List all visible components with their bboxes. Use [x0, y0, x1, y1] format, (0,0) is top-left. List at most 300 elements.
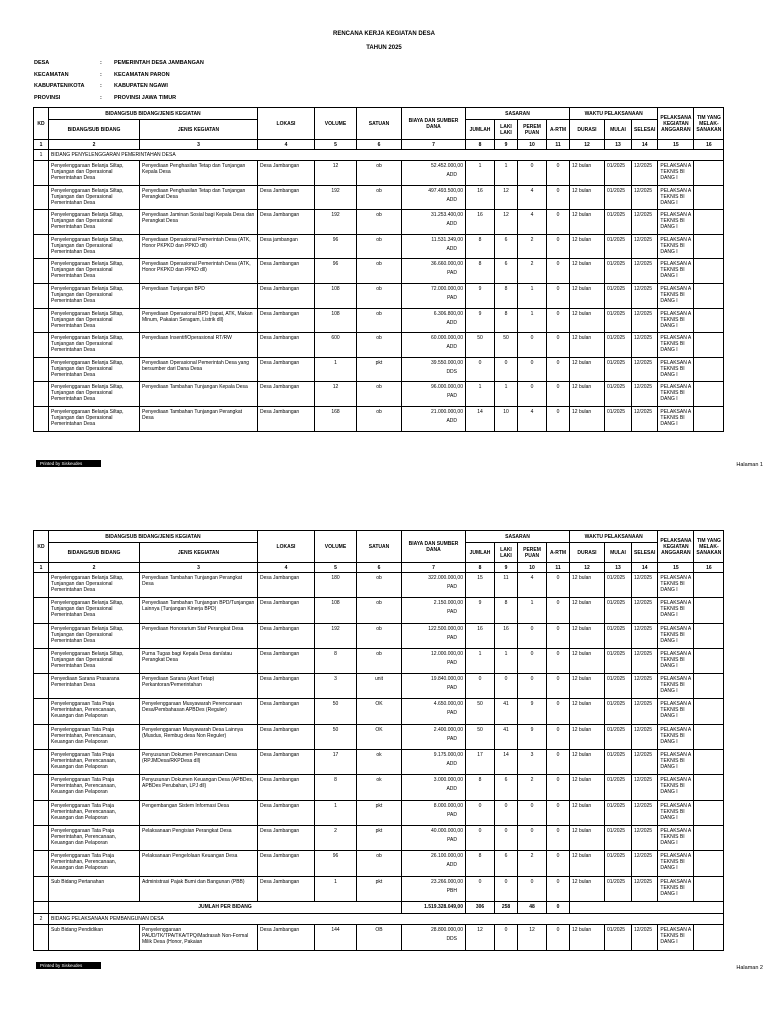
- artm-cell: 0: [547, 161, 570, 186]
- jenis-kegiatan-cell: Penyediaan Tambahan Tunjangan Perangkat Desa: [140, 406, 258, 431]
- artm-cell: 0: [547, 800, 570, 825]
- column-number: 7: [402, 563, 466, 573]
- column-number: 4: [258, 563, 315, 573]
- biaya-amount: 52.452.000,00: [431, 163, 463, 169]
- sub-bidang-cell: Penyelenggaraan Belanja Siltap, Tunjangan dan Operasional Pemerintahan Desa: [49, 210, 140, 235]
- biaya-amount: 322.000.000,00: [428, 575, 463, 581]
- printed-by-badge-2: Printed by Siskeudes: [36, 962, 101, 969]
- perempuan-cell: 4: [518, 406, 547, 431]
- selesai-cell: 12/2025: [632, 283, 658, 308]
- artm-cell: 0: [547, 382, 570, 407]
- durasi-cell: 12 bulan: [570, 234, 605, 259]
- perempuan-cell: 0: [518, 800, 547, 825]
- bidang-name: BIDANG PENYELENGGARAN PEMERINTAHAN DESA: [49, 150, 724, 161]
- pelaksana-cell: PELAKSAN A TEKNIS BI DANG I: [658, 851, 694, 876]
- tim-cell: [694, 406, 724, 431]
- selesai-cell: 12/2025: [632, 573, 658, 598]
- artm-cell: 0: [547, 210, 570, 235]
- laki-cell: 1: [495, 382, 518, 407]
- perempuan-cell: 0: [518, 648, 547, 673]
- selesai-cell: 12/2025: [632, 750, 658, 775]
- biaya-cell: [402, 573, 466, 598]
- biaya-amount: 3.000.000,00: [433, 777, 463, 784]
- jenis-kegiatan-cell: Penyediaan Penghasilan Tetap dan Tunjangan Perangkat Desa: [140, 185, 258, 210]
- satuan-cell: ob: [357, 259, 402, 284]
- mulai-cell: 01/2025: [605, 851, 632, 876]
- biaya-amount: 39.550.000,00: [431, 359, 463, 366]
- header-volume: VOLUME: [315, 108, 357, 140]
- bidang-kd: 2: [34, 913, 49, 924]
- header-jenis: JENIS KEGIATAN: [140, 120, 258, 140]
- selesai-cell: 12/2025: [632, 648, 658, 673]
- sumber-dana: ADD: [446, 344, 457, 351]
- laki-cell: 8: [495, 308, 518, 333]
- sumber-dana: ADD: [446, 196, 457, 203]
- sumber-dana: ADD: [446, 862, 457, 869]
- lokasi-cell: Desa Jambangan: [258, 699, 315, 724]
- artm-cell: 0: [547, 598, 570, 623]
- laki-cell: 1: [495, 161, 518, 186]
- mulai-cell: 01/2025: [605, 308, 632, 333]
- bidang-row: [34, 150, 724, 161]
- header-waktu: WAKTU PELAKSANAAN: [570, 531, 658, 543]
- lokasi-cell: Desa Jambangan: [258, 825, 315, 850]
- table-row: [34, 924, 724, 950]
- volume-cell: 192: [315, 210, 357, 235]
- durasi-cell: 12 bulan: [570, 699, 605, 724]
- jumlah-cell: 16: [466, 210, 495, 235]
- satuan-cell: ob: [357, 210, 402, 235]
- table-row: [34, 825, 724, 850]
- satuan-cell: ob: [357, 598, 402, 623]
- pelaksana-cell: PELAKSAN A TEKNIS BI DANG I: [658, 674, 694, 699]
- laki-cell: 0: [495, 674, 518, 699]
- mulai-cell: 01/2025: [605, 724, 632, 749]
- mulai-cell: 01/2025: [605, 573, 632, 598]
- artm-cell: 0: [547, 357, 570, 382]
- sub-bidang-cell: Penyelenggaraan Tata Praja Pemerintahan, Perencanaan, Keuangan dan Pelaporan: [49, 775, 140, 800]
- tim-cell: [694, 357, 724, 382]
- perempuan-cell: 2: [518, 775, 547, 800]
- lokasi-cell: Desa Jambangan: [258, 573, 315, 598]
- header-sub-bidang: BIDANG/SUB BIDANG: [49, 120, 140, 140]
- lokasi-cell: Desa Jambangan: [258, 406, 315, 431]
- durasi-cell: 12 bulan: [570, 825, 605, 850]
- satuan-cell: OK: [357, 724, 402, 749]
- total-laki: 258: [495, 901, 518, 913]
- mulai-cell: 01/2025: [605, 210, 632, 235]
- lokasi-cell: Desa Jambangan: [258, 210, 315, 235]
- table-row: [34, 308, 724, 333]
- volume-cell: 144: [315, 924, 357, 950]
- lokasi-cell: Desa Jambangan: [258, 775, 315, 800]
- column-number: 10: [518, 140, 547, 150]
- tim-cell: [694, 724, 724, 749]
- biaya-cell: [402, 800, 466, 825]
- jenis-kegiatan-cell: Penyediaan Tambahan Tunjangan BPD/Tunjangan Lainnya (Tunjangan Kinerja BPD): [140, 598, 258, 623]
- pelaksana-cell: PELAKSAN A TEKNIS BI DANG I: [658, 699, 694, 724]
- laki-cell: 6: [495, 259, 518, 284]
- artm-cell: 0: [547, 283, 570, 308]
- table-row: [34, 234, 724, 259]
- jenis-kegiatan-cell: Penyelenggaraan Musyawarah Perencanaan Desa/Pembahasan APBDes (Reguler): [140, 699, 258, 724]
- jenis-kegiatan-cell: Purna Tugas bagi Kepala Desa dan/atau Perangkat Desa: [140, 648, 258, 673]
- laki-cell: 0: [495, 357, 518, 382]
- lokasi-cell: Desa Jambangan: [258, 750, 315, 775]
- mulai-cell: 01/2025: [605, 648, 632, 673]
- selesai-cell: 12/2025: [632, 598, 658, 623]
- tim-cell: [694, 851, 724, 876]
- table-row: [34, 382, 724, 407]
- pelaksana-cell: PELAKSAN A TEKNIS BI DANG I: [658, 623, 694, 648]
- header-jumlah: JUMLAH: [466, 543, 495, 563]
- sub-bidang-cell: Penyelenggaraan Tata Praja Pemerintahan, Perencanaan, Keuangan dan Pelaporan: [49, 750, 140, 775]
- jumlah-cell: 12: [466, 924, 495, 950]
- sub-bidang-cell: Penyelenggaraan Belanja Siltap, Tunjangan dan Operasional Pemerintahan Desa: [49, 283, 140, 308]
- table-row: [34, 800, 724, 825]
- volume-cell: 192: [315, 185, 357, 210]
- mulai-cell: 01/2025: [605, 623, 632, 648]
- sumber-dana: ADD: [446, 221, 457, 228]
- header-laki: LAKI LAKI: [495, 120, 518, 140]
- lokasi-cell: Desa Jambangan: [258, 674, 315, 699]
- biaya-cell: [402, 210, 466, 235]
- satuan-cell: ok: [357, 750, 402, 775]
- biaya-cell: [402, 406, 466, 431]
- biaya-cell: [402, 924, 466, 950]
- jumlah-cell: 1: [466, 382, 495, 407]
- biaya-cell: [402, 851, 466, 876]
- column-number: 15: [658, 140, 694, 150]
- durasi-cell: 12 bulan: [570, 851, 605, 876]
- mulai-cell: 01/2025: [605, 333, 632, 358]
- selesai-cell: 12/2025: [632, 674, 658, 699]
- jumlah-cell: 9: [466, 283, 495, 308]
- kd-cell: [34, 161, 49, 186]
- header-biaya: BIAYA DAN SUMBER DANA: [402, 108, 466, 140]
- volume-cell: 17: [315, 750, 357, 775]
- artm-cell: 0: [547, 406, 570, 431]
- volume-cell: 1: [315, 357, 357, 382]
- durasi-cell: 12 bulan: [570, 210, 605, 235]
- kd-cell: [34, 259, 49, 284]
- sub-bidang-cell: Penyelenggaraan Belanja Siltap, Tunjangan dan Operasional Pemerintahan Desa: [49, 185, 140, 210]
- artm-cell: 0: [547, 699, 570, 724]
- selesai-cell: 12/2025: [632, 924, 658, 950]
- satuan-cell: unit: [357, 674, 402, 699]
- mulai-cell: 01/2025: [605, 800, 632, 825]
- durasi-cell: 12 bulan: [570, 924, 605, 950]
- pelaksana-cell: PELAKSAN A TEKNIS BI DANG I: [658, 825, 694, 850]
- laki-cell: 8: [495, 598, 518, 623]
- artm-cell: 0: [547, 851, 570, 876]
- column-number: 10: [518, 563, 547, 573]
- column-number: 8: [466, 140, 495, 150]
- table-row: [34, 283, 724, 308]
- document-title: RENCANA KERJA KEGIATAN DESA: [332, 31, 435, 37]
- biaya-cell: [402, 234, 466, 259]
- jenis-kegiatan-cell: Penyediaan Operasional Pemerintah Desa (ATK, Honor PKPKD dan PPKD dll): [140, 234, 258, 259]
- perempuan-cell: 0: [518, 674, 547, 699]
- artm-cell: 0: [547, 185, 570, 210]
- column-number: 9: [495, 563, 518, 573]
- biaya-amount: 31.253.400,00: [431, 212, 463, 219]
- sumber-dana: PBH: [446, 887, 457, 894]
- kd-cell: [34, 573, 49, 598]
- header-artm: A-RTM: [547, 543, 570, 563]
- tim-cell: [694, 234, 724, 259]
- biaya-amount: 6.306.800,00: [433, 310, 463, 317]
- perempuan-cell: 2: [518, 851, 547, 876]
- sub-bidang-cell: Penyelenggaraan Belanja Siltap, Tunjangan dan Operasional Pemerintahan Desa: [49, 406, 140, 431]
- header-waktu: WAKTU PELAKSANAAN: [570, 108, 658, 120]
- lokasi-cell: Desa Jambangan: [258, 800, 315, 825]
- volume-cell: 2: [315, 825, 357, 850]
- table-row: [34, 573, 724, 598]
- biaya-amount: 36.660.000,00: [431, 261, 463, 268]
- column-number: 15: [658, 563, 694, 573]
- jenis-kegiatan-cell: Penyusunan Dokumen Keuangan Desa (APBDes, APBDes Perubahan, LPJ dll): [140, 775, 258, 800]
- durasi-cell: 12 bulan: [570, 598, 605, 623]
- jenis-kegiatan-cell: Penyusunan Dokumen Perencanaan Desa (RPJMDesa/RKPDesa dll): [140, 750, 258, 775]
- header-artm: A-RTM: [547, 120, 570, 140]
- sub-bidang-cell: Sub Bidang Pertanahan: [49, 876, 140, 901]
- bidang-kd: 1: [34, 150, 49, 161]
- sumber-dana: ADD: [446, 245, 457, 252]
- pelaksana-cell: PELAKSAN A TEKNIS BI DANG I: [658, 876, 694, 901]
- header-tim: TIM YANG MELAK-SANAKAN: [694, 531, 724, 563]
- kd-cell: [34, 750, 49, 775]
- table-row: [34, 851, 724, 876]
- table-row: [34, 210, 724, 235]
- lokasi-cell: Desa Jambangan: [258, 382, 315, 407]
- table-row: [34, 623, 724, 648]
- header-mulai: MULAI: [605, 543, 632, 563]
- durasi-cell: 12 bulan: [570, 185, 605, 210]
- tim-cell: [694, 924, 724, 950]
- column-number: 12: [570, 140, 605, 150]
- biaya-amount: 96.000.000,00: [431, 384, 463, 391]
- biaya-amount: 2.150.000,00: [433, 600, 463, 607]
- sumber-dana: ADD: [446, 319, 457, 326]
- sumber-dana: DDS: [446, 935, 457, 942]
- mulai-cell: 01/2025: [605, 259, 632, 284]
- laki-cell: 50: [495, 333, 518, 358]
- laki-cell: 0: [495, 876, 518, 901]
- volume-cell: 12: [315, 161, 357, 186]
- tim-cell: [694, 210, 724, 235]
- laki-cell: 8: [495, 283, 518, 308]
- lokasi-cell: Desa Jambangan: [258, 876, 315, 901]
- table-row: [34, 357, 724, 382]
- sub-bidang-cell: Penyelenggaraan Tata Praja Pemerintahan, Perencanaan, Keuangan dan Pelaporan: [49, 800, 140, 825]
- sumber-dana: ADD: [446, 172, 457, 178]
- volume-cell: 96: [315, 851, 357, 876]
- selesai-cell: 12/2025: [632, 699, 658, 724]
- sub-bidang-cell: Penyelenggaraan Belanja Siltap, Tunjangan dan Operasional Pemerintahan Desa: [49, 382, 140, 407]
- perempuan-cell: 1: [518, 598, 547, 623]
- volume-cell: 1: [315, 800, 357, 825]
- mulai-cell: 01/2025: [605, 185, 632, 210]
- perempuan-cell: 2: [518, 234, 547, 259]
- mulai-cell: 01/2025: [605, 924, 632, 950]
- total-kd: [34, 901, 49, 913]
- artm-cell: 0: [547, 573, 570, 598]
- column-number: 5: [315, 140, 357, 150]
- tim-cell: [694, 283, 724, 308]
- bidang-row: [34, 913, 724, 924]
- laki-cell: 10: [495, 406, 518, 431]
- column-number: 9: [495, 140, 518, 150]
- volume-cell: 8: [315, 648, 357, 673]
- pelaksana-cell: PELAKSAN A TEKNIS BI DANG I: [658, 598, 694, 623]
- info-desa: DESA : PEMERINTAH DESA JAMBANGAN: [34, 60, 204, 66]
- biaya-cell: [402, 775, 466, 800]
- jenis-kegiatan-cell: Penyediaan Operasional Pemerintah Desa (ATK, Honor PKPKD dan PPKD dll): [140, 259, 258, 284]
- jumlah-cell: 17: [466, 750, 495, 775]
- biaya-amount: 26.100.000,00: [431, 853, 463, 860]
- bidang-name: BIDANG PELAKSANAAN PEMBANGUNAN DESA: [49, 913, 724, 924]
- perempuan-cell: 3: [518, 750, 547, 775]
- document-year: TAHUN 2025: [366, 45, 402, 51]
- perempuan-cell: 4: [518, 210, 547, 235]
- artm-cell: 0: [547, 825, 570, 850]
- mulai-cell: 01/2025: [605, 161, 632, 186]
- satuan-cell: ob: [357, 308, 402, 333]
- perempuan-cell: 0: [518, 876, 547, 901]
- tim-cell: [694, 185, 724, 210]
- jenis-kegiatan-cell: Pelaksanaan Pengisian Perangkat Desa: [140, 825, 258, 850]
- column-number: 1: [34, 140, 49, 150]
- jumlah-cell: 9: [466, 598, 495, 623]
- kd-cell: [34, 648, 49, 673]
- lokasi-cell: Desa Jambangan: [258, 598, 315, 623]
- column-number: 11: [547, 140, 570, 150]
- kd-cell: [34, 924, 49, 950]
- satuan-cell: ob: [357, 234, 402, 259]
- kd-cell: [34, 851, 49, 876]
- selesai-cell: 12/2025: [632, 775, 658, 800]
- biaya-cell: [402, 333, 466, 358]
- header-perempuan: PEREM PUAN: [518, 120, 547, 140]
- perempuan-cell: 0: [518, 382, 547, 407]
- laki-cell: 1: [495, 648, 518, 673]
- volume-cell: 108: [315, 308, 357, 333]
- table-row: [34, 750, 724, 775]
- pelaksana-cell: PELAKSAN A TEKNIS BI DANG I: [658, 283, 694, 308]
- tim-cell: [694, 876, 724, 901]
- pelaksana-cell: PELAKSAN A TEKNIS BI DANG I: [658, 234, 694, 259]
- tim-cell: [694, 825, 724, 850]
- column-number: 13: [605, 563, 632, 573]
- satuan-cell: ob: [357, 406, 402, 431]
- jumlah-cell: 50: [466, 333, 495, 358]
- sumber-dana: PAD: [447, 270, 457, 277]
- jenis-kegiatan-cell: Penyediaan Jaminan Sosial bagi Kepala Desa dan Perangkat Desa: [140, 210, 258, 235]
- biaya-cell: [402, 161, 466, 186]
- satuan-cell: pkt: [357, 357, 402, 382]
- selesai-cell: 12/2025: [632, 876, 658, 901]
- kd-cell: [34, 357, 49, 382]
- header-kd: KD: [34, 108, 49, 140]
- tim-cell: [694, 800, 724, 825]
- durasi-cell: 12 bulan: [570, 775, 605, 800]
- selesai-cell: 12/2025: [632, 825, 658, 850]
- biaya-cell: [402, 623, 466, 648]
- kd-cell: [34, 674, 49, 699]
- kd-cell: [34, 598, 49, 623]
- info-provinsi: PROVINSI : PROVINSI JAWA TIMUR: [34, 94, 177, 101]
- perempuan-cell: 1: [518, 308, 547, 333]
- biaya-cell: [402, 724, 466, 749]
- pelaksana-cell: PELAKSAN A TEKNIS BI DANG I: [658, 406, 694, 431]
- biaya-amount: 12.000.000,00: [431, 650, 463, 657]
- table-row: [34, 185, 724, 210]
- lokasi-cell: Desa Jambangan: [258, 357, 315, 382]
- durasi-cell: 12 bulan: [570, 674, 605, 699]
- header-lokasi: LOKASI: [258, 108, 315, 140]
- header-satuan: SATUAN: [357, 108, 402, 140]
- jumlah-cell: 0: [466, 825, 495, 850]
- jumlah-cell: 16: [466, 185, 495, 210]
- tim-cell: [694, 623, 724, 648]
- mulai-cell: 01/2025: [605, 750, 632, 775]
- volume-cell: 8: [315, 775, 357, 800]
- selesai-cell: 12/2025: [632, 724, 658, 749]
- volume-cell: 12: [315, 382, 357, 407]
- tim-cell: [694, 382, 724, 407]
- volume-cell: 96: [315, 259, 357, 284]
- lokasi-cell: Desa Jambangan: [258, 333, 315, 358]
- tim-cell: [694, 333, 724, 358]
- volume-cell: 1: [315, 876, 357, 901]
- header-pelaksana: PELAKSANA KEGIATAN ANGGARAN: [658, 531, 694, 563]
- column-number: 6: [357, 563, 402, 573]
- rkk-table-page-1: [33, 107, 724, 432]
- artm-cell: 0: [547, 674, 570, 699]
- durasi-cell: 12 bulan: [570, 406, 605, 431]
- total-artm: 0: [547, 901, 570, 913]
- artm-cell: 0: [547, 775, 570, 800]
- perempuan-cell: 9: [518, 724, 547, 749]
- jumlah-cell: 16: [466, 623, 495, 648]
- perempuan-cell: 0: [518, 357, 547, 382]
- sub-bidang-cell: Penyelenggaraan Tata Praja Pemerintahan, Perencanaan, Keuangan dan Pelaporan: [49, 699, 140, 724]
- selesai-cell: 12/2025: [632, 382, 658, 407]
- jumlah-cell: 0: [466, 674, 495, 699]
- biaya-amount: 11.531.349,00: [431, 236, 463, 243]
- table-row: [34, 724, 724, 749]
- lokasi-cell: Desa Jambangan: [258, 185, 315, 210]
- sumber-dana: PAD: [447, 659, 457, 666]
- header-selesai: SELESAI: [632, 120, 658, 140]
- tim-cell: [694, 699, 724, 724]
- jumlah-cell: 0: [466, 357, 495, 382]
- mulai-cell: 01/2025: [605, 234, 632, 259]
- pelaksana-cell: PELAKSAN A TEKNIS BI DANG I: [658, 259, 694, 284]
- pelaksana-cell: PELAKSAN A TEKNIS BI DANG I: [658, 775, 694, 800]
- table-row: [34, 406, 724, 431]
- selesai-cell: 12/2025: [632, 406, 658, 431]
- total-biaya: 1.519.328.049,00: [402, 901, 466, 913]
- jumlah-cell: 8: [466, 259, 495, 284]
- jumlah-cell: 8: [466, 851, 495, 876]
- sub-bidang-cell: Penyelenggaraan Tata Praja Pemerintahan, Perencanaan, Keuangan dan Pelaporan: [49, 724, 140, 749]
- lokasi-cell: Desa Jambangan: [258, 724, 315, 749]
- header-mulai: MULAI: [605, 120, 632, 140]
- sub-bidang-cell: Penyelenggaraan Belanja Siltap, Tunjangan dan Operasional Pemerintahan Desa: [49, 161, 140, 186]
- selesai-cell: 12/2025: [632, 333, 658, 358]
